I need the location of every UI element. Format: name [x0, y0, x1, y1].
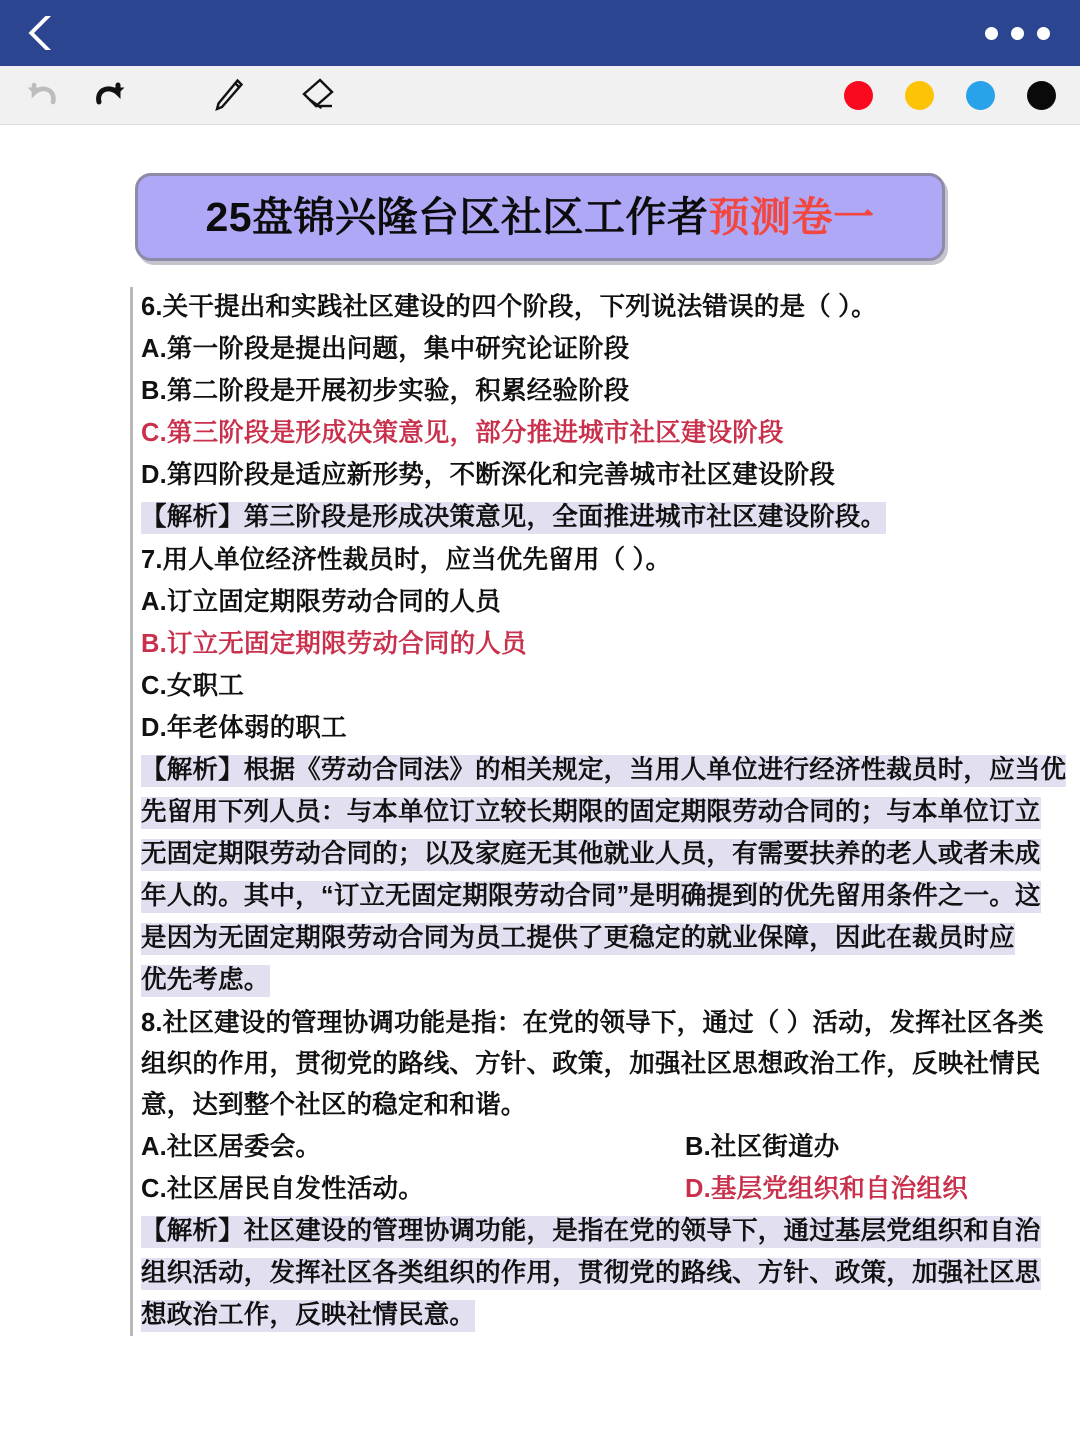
option-6-a[interactable]: A.第一阶段是提出问题，集中研究论证阶段: [141, 335, 630, 363]
question-stem-8: 组织的作用，贯彻党的路线、方针、政策，加强社区思想政治工作，反映社情民: [141, 1050, 1041, 1078]
question-body: [130, 287, 1067, 1336]
explanation-6-line: 【解析】第三阶段是形成决策意见，全面推进城市社区建设阶段。: [141, 502, 886, 534]
option-8-a[interactable]: A.社区居委会。: [141, 1133, 322, 1161]
app-header-bar: [0, 0, 1080, 66]
title-banner: [135, 173, 945, 261]
document-canvas[interactable]: [0, 125, 1080, 1444]
option-row-8-ab: [141, 1127, 1010, 1168]
kebab-dot: [1011, 27, 1024, 40]
kebab-dot: [1037, 27, 1050, 40]
question-stem-8: 8.社区建设的管理协调功能是指：在党的领导下，通过（ ）活动，发挥社区各类: [141, 1009, 1044, 1037]
explanation-7-line: 优先考虑。: [141, 965, 270, 997]
option-8-d[interactable]: D.基层党组织和自治组织: [685, 1175, 968, 1203]
back-chevron-icon[interactable]: [22, 10, 62, 56]
option-7-c[interactable]: C.女职工: [141, 672, 245, 700]
color-black[interactable]: [1027, 81, 1056, 110]
option-7-d[interactable]: D.年老体弱的职工: [141, 714, 347, 742]
color-red[interactable]: [844, 81, 873, 110]
explanation-8-line: 【解析】社区建设的管理协调功能，是指在党的领导下，通过基层党组织和自治: [141, 1216, 1041, 1248]
color-swatch-group: [844, 81, 1056, 110]
option-6-d[interactable]: D.第四阶段是适应新形势，不断深化和完善城市社区建设阶段: [141, 461, 836, 489]
option-6-b[interactable]: B.第二阶段是开展初步实验，积累经验阶段: [141, 377, 630, 405]
color-blue[interactable]: [966, 81, 995, 110]
explanation-6: [141, 497, 1010, 538]
more-options-icon[interactable]: [981, 19, 1054, 48]
explanation-8: [141, 1211, 1041, 1336]
question-stem-8: 意，达到整个社区的稳定和和谐。: [141, 1091, 527, 1119]
explanation-7-line: 无固定期限劳动合同的；以及家庭无其他就业人员，有需要扶养的老人或者未成: [141, 839, 1041, 871]
page-title-black: 25盘锦兴隆台区社区工作者: [205, 193, 709, 240]
redo-icon: [99, 85, 125, 102]
pen-button[interactable]: [200, 71, 256, 119]
redo-button[interactable]: [82, 71, 138, 119]
option-7-a[interactable]: A.订立固定期限劳动合同的人员: [141, 588, 502, 616]
explanation-8-line: 组织活动，发挥社区各类组织的作用，贯彻党的路线、方针、政策，加强社区思: [141, 1258, 1041, 1290]
undo-icon: [28, 85, 54, 102]
explanation-7-line: 先留用下列人员：与本单位订立较长期限的固定期限劳动合同的；与本单位订立: [141, 797, 1041, 829]
option-6-c[interactable]: C.第三阶段是形成决策意见，部分推进城市社区建设阶段: [141, 419, 784, 447]
option-8-c[interactable]: C.社区居民自发性活动。: [141, 1175, 424, 1203]
explanation-7-line: 是因为无固定期限劳动合同为员工提供了更稳定的就业保障，因此在裁员时应: [141, 923, 1015, 955]
explanation-8-line: 想政治工作，反映社情民意。: [141, 1300, 475, 1332]
eraser-button[interactable]: [288, 71, 344, 119]
drawing-toolbar: [0, 66, 1080, 125]
color-yellow[interactable]: [905, 81, 934, 110]
explanation-7: [141, 750, 1067, 1001]
explanation-7-line: 【解析】根据《劳动合同法》的相关规定，当用人单位进行经济性裁员时，应当优: [141, 755, 1066, 787]
undo-button[interactable]: [14, 71, 70, 119]
page-title: [205, 193, 875, 240]
question-stem-6: 6.关干提出和实践社区建设的四个阶段，下列说法错误的是（ ）。: [141, 293, 877, 321]
page-title-red: 预测卷一: [708, 193, 875, 240]
pencil-icon: [217, 81, 242, 110]
eraser-icon: [304, 80, 332, 108]
explanation-7-line: 年人的。其中，“订立无固定期限劳动合同”是明确提到的优先留用条件之一。这: [141, 881, 1041, 913]
option-row-8-cd: [141, 1169, 1010, 1210]
option-7-b[interactable]: B.订立无固定期限劳动合同的人员: [141, 630, 527, 658]
title-banner-wrap: [0, 125, 1080, 261]
kebab-dot: [985, 27, 998, 40]
option-8-b[interactable]: B.社区街道办: [685, 1133, 840, 1161]
question-stem-7: 7.用人单位经济性裁员时，应当优先留用（ ）。: [141, 546, 672, 574]
